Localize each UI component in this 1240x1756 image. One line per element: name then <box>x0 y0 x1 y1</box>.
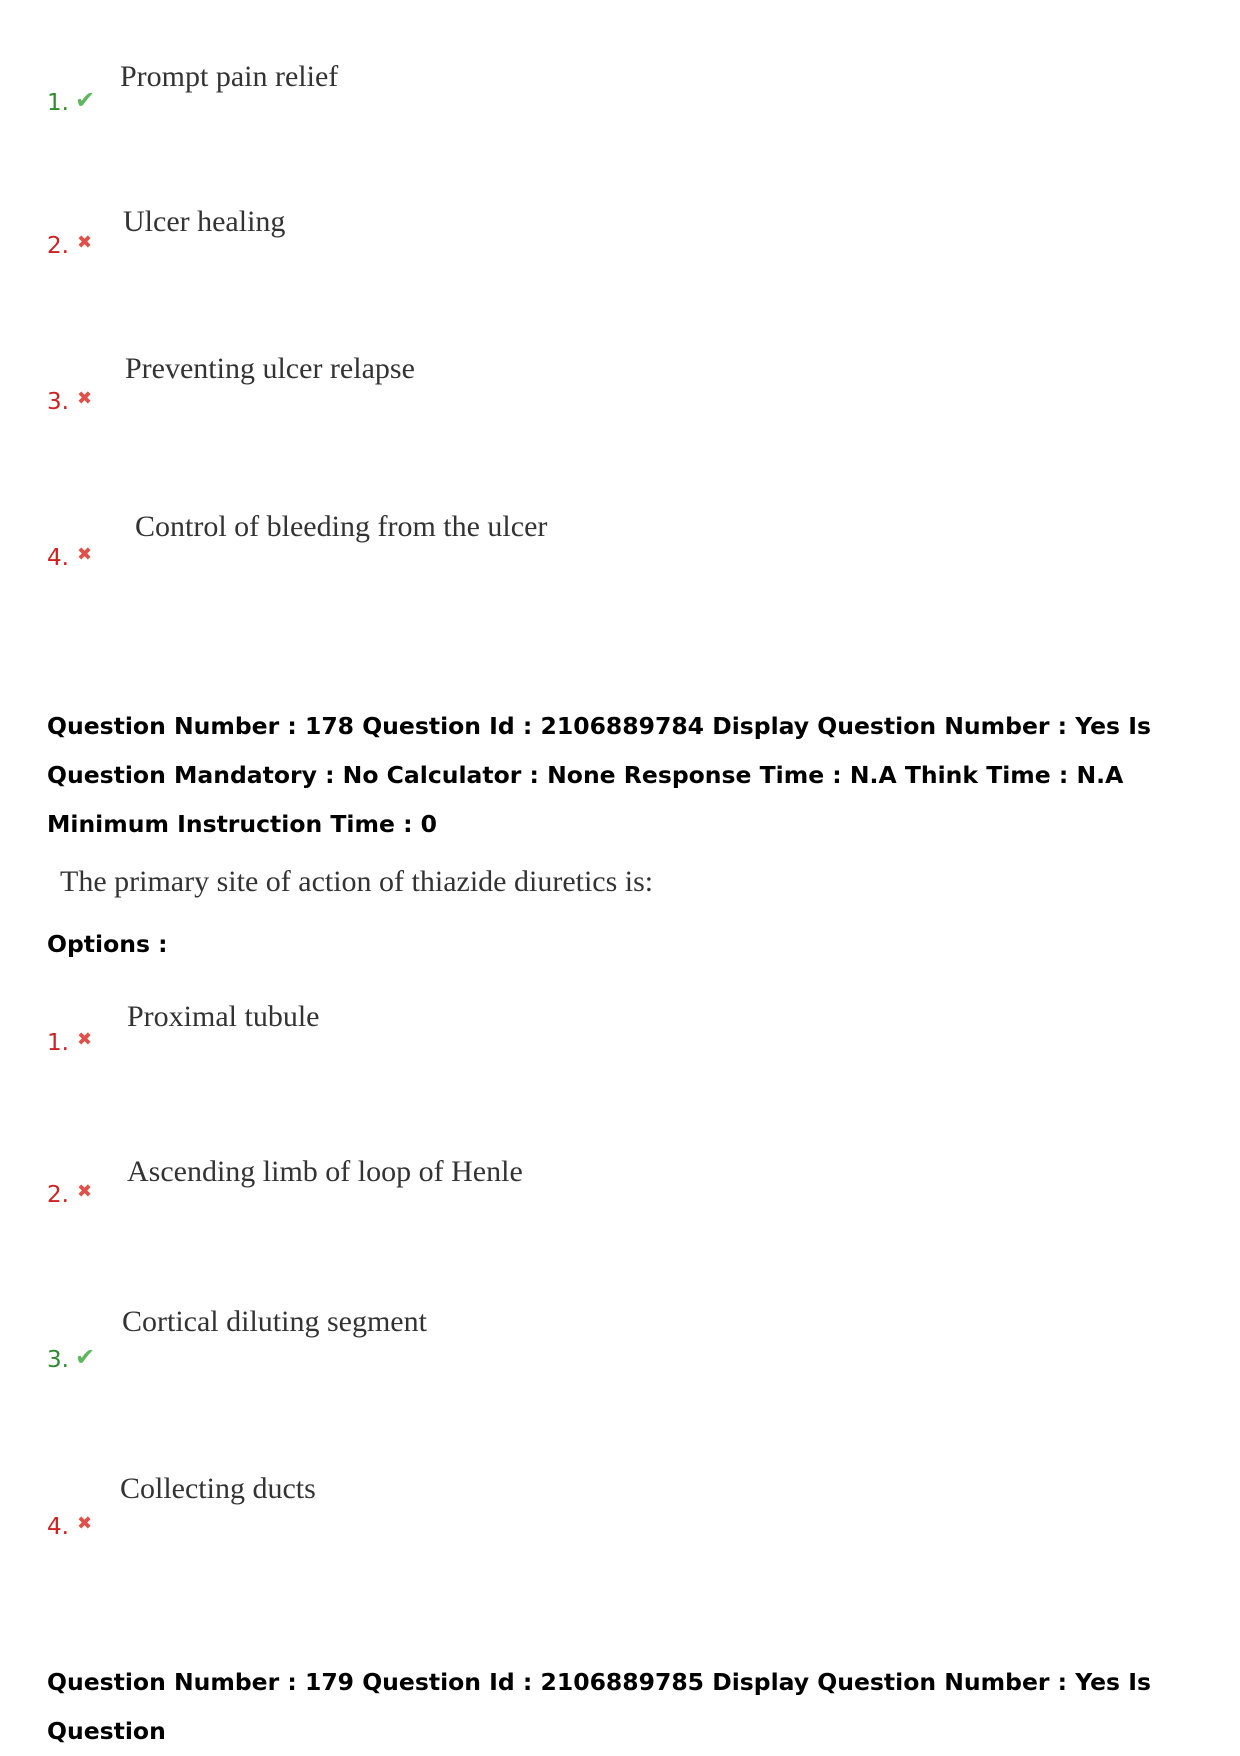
option-number: 2. <box>47 233 69 259</box>
option-text: Cortical diluting segment <box>122 1305 427 1338</box>
option-text: Collecting ducts <box>120 1472 316 1505</box>
option-item <box>47 60 1147 140</box>
option-item <box>47 1472 1147 1552</box>
option-number: 1. <box>47 90 69 116</box>
option-text: Ascending limb of loop of Henle <box>127 1155 523 1188</box>
option-number: 2. <box>47 1182 69 1208</box>
question-text: The primary site of action of thiazide diuretics is: <box>60 865 654 898</box>
option-item <box>47 1155 1147 1235</box>
option-item <box>47 205 1147 285</box>
option-text: Preventing ulcer relapse <box>125 352 415 385</box>
option-text: Proximal tubule <box>127 1000 320 1033</box>
cross-icon: ✖ <box>77 544 93 565</box>
option-item <box>47 510 1147 590</box>
option-text: Prompt pain relief <box>120 60 339 93</box>
option-text: Control of bleeding from the ulcer <box>135 510 548 543</box>
option-item <box>47 1000 1147 1080</box>
check-icon: ✔ <box>75 86 96 114</box>
question-meta: Question Number : 179 Question Id : 2106889785 Display Question Number : Yes Is Question <box>47 1668 1151 1745</box>
question-meta: Question Number : 178 Question Id : 2106889784 Display Question Number : Yes Is Question Mandatory : No Calculator : None Response Time : N.A Think Time : N.A Minimum Instruction Time : 0 <box>47 712 1151 838</box>
option-number: 4. <box>47 1514 69 1540</box>
option-number: 1. <box>47 1030 69 1056</box>
cross-icon: ✖ <box>77 388 93 409</box>
option-item <box>47 1305 1147 1385</box>
option-number: 3. <box>47 389 69 415</box>
cross-icon: ✖ <box>77 1029 93 1050</box>
cross-icon: ✖ <box>77 232 93 253</box>
option-number: 4. <box>47 545 69 571</box>
options-label: Options : <box>47 930 168 958</box>
option-text: Ulcer healing <box>123 205 286 238</box>
cross-icon: ✖ <box>77 1181 93 1202</box>
cross-icon: ✖ <box>77 1513 93 1534</box>
check-icon: ✔ <box>75 1343 96 1371</box>
option-number: 3. <box>47 1347 69 1373</box>
option-item <box>47 352 1147 432</box>
